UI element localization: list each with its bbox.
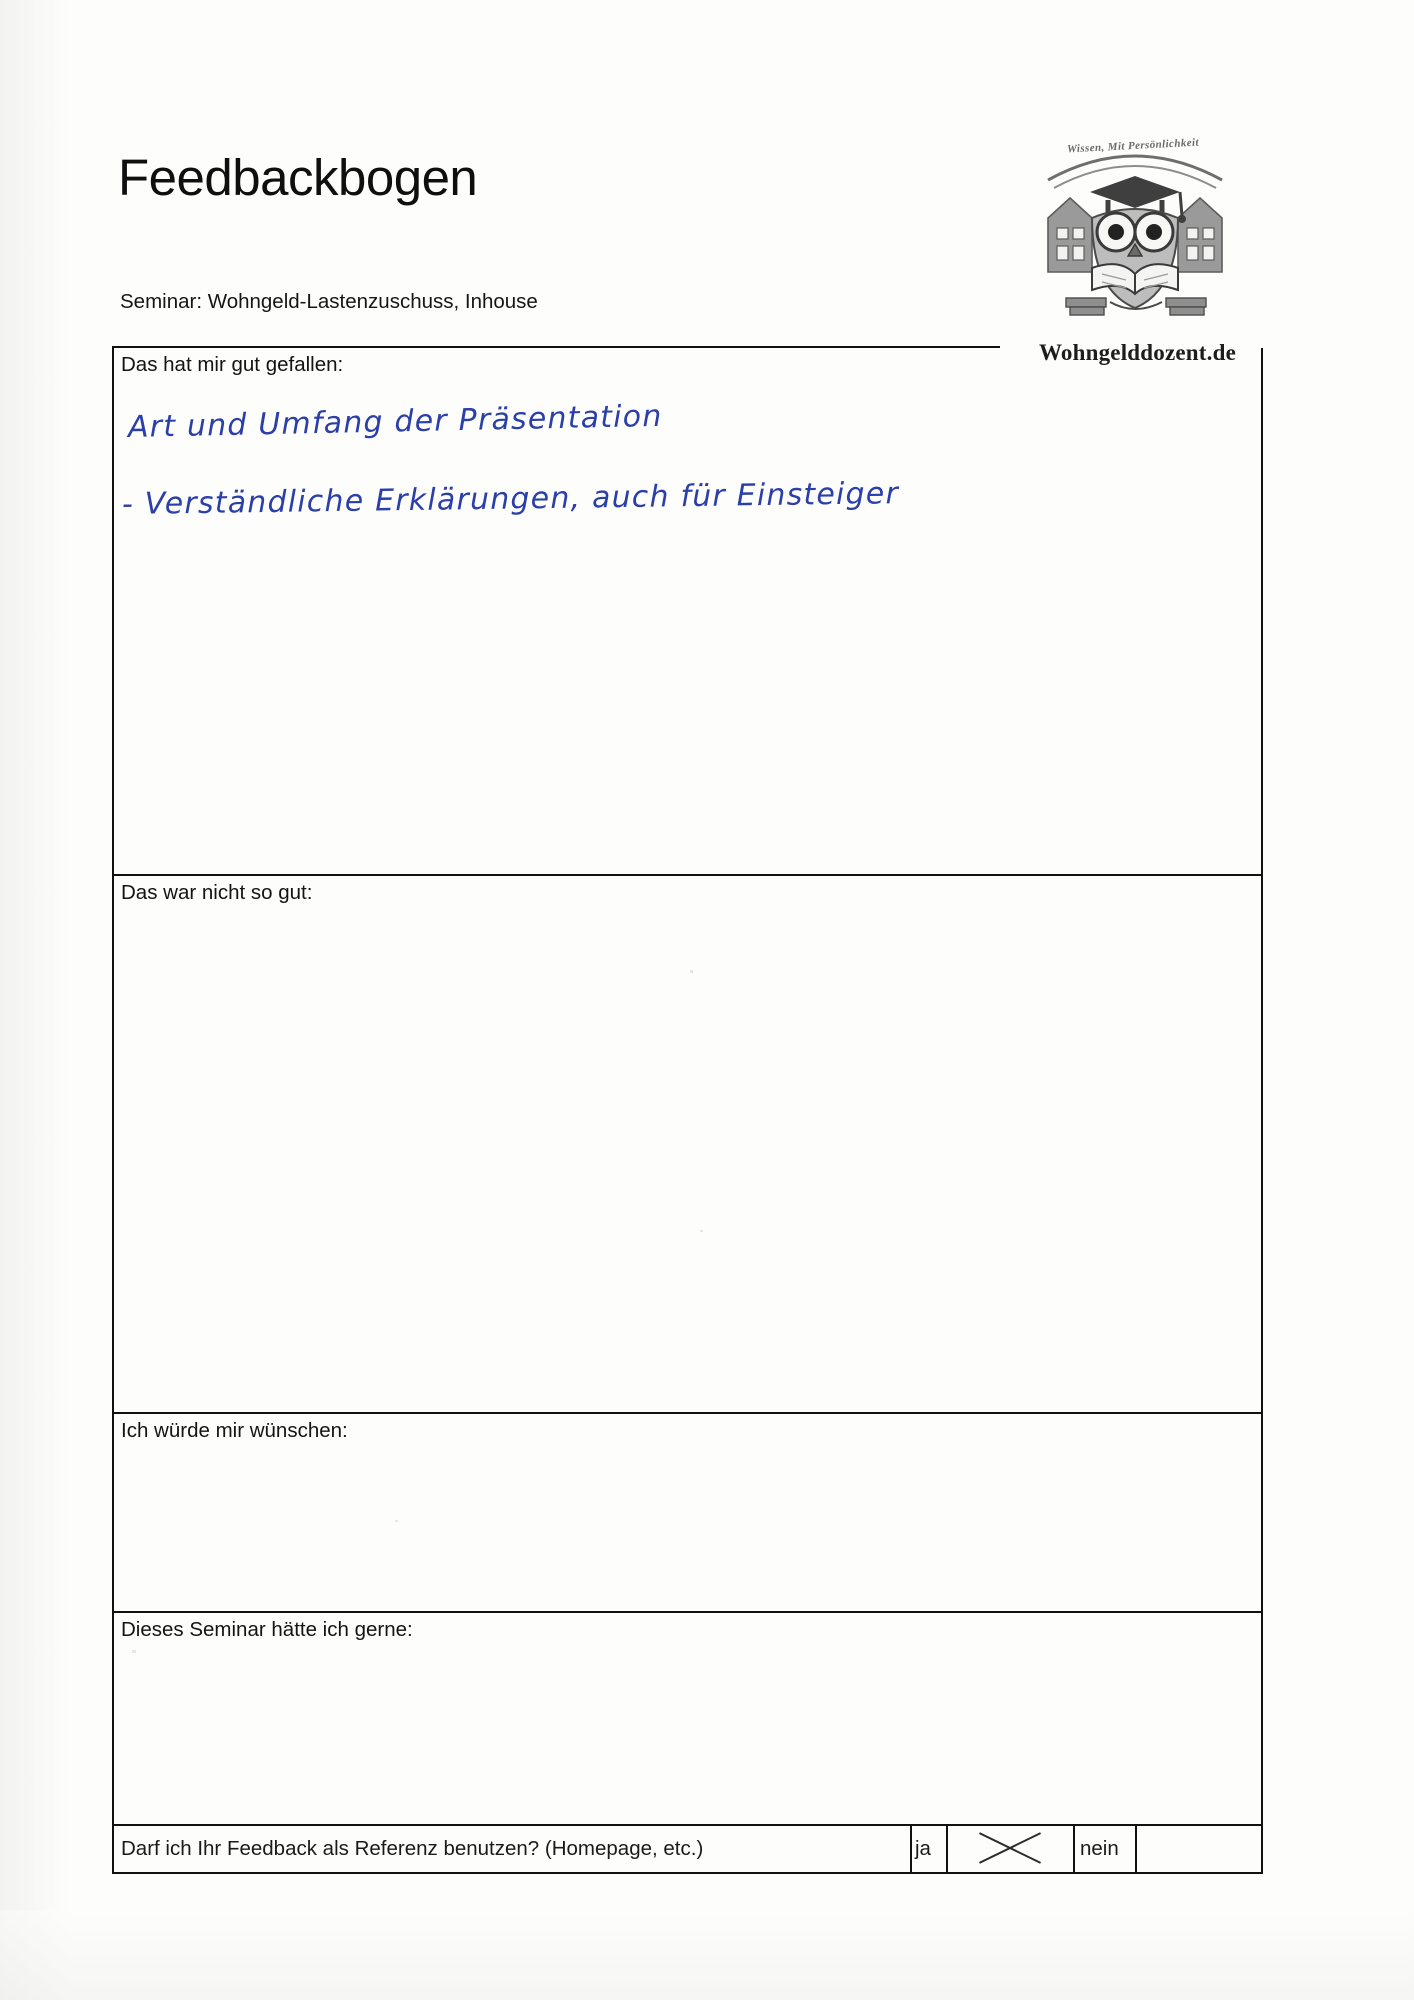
consent-yes-label: ja <box>912 1826 948 1872</box>
form-section-consent <box>114 1826 1261 1872</box>
consent-no-checkbox[interactable] <box>1137 1826 1261 1872</box>
form-section-wishes[interactable] <box>114 1414 1261 1613</box>
seminar-subtitle: Seminar: Wohngeld-Lastenzuschuss, Inhouse <box>120 290 538 313</box>
form-section-disliked[interactable] <box>114 876 1261 1414</box>
page-title: Feedbackbogen <box>118 149 478 206</box>
consent-yes-checkbox[interactable] <box>948 1826 1075 1872</box>
form-section-label: Das war nicht so gut: <box>121 881 313 904</box>
x-mark-icon <box>976 1832 1038 1864</box>
handwritten-answer-line: Art und Umfang der Präsentation <box>127 398 663 445</box>
owl-logo-icon <box>1030 140 1240 340</box>
form-section-label: Ich würde mir wünschen: <box>121 1419 348 1442</box>
scan-edge-shading-left <box>0 0 70 2000</box>
form-section-seminar-preference[interactable] <box>114 1613 1261 1826</box>
scan-edge-shading-bottom <box>0 1910 1414 2000</box>
logo-brand-text: Wohngelddozent.de <box>1038 340 1236 365</box>
feedback-form <box>112 348 1263 1874</box>
consent-question: Darf ich Ihr Feedback als Referenz benutzen? (Homepage, etc.) <box>114 1826 912 1872</box>
form-section-label: Dieses Seminar hätte ich gerne: <box>121 1618 413 1641</box>
consent-no-label: nein <box>1075 1826 1137 1872</box>
logo <box>1030 136 1240 365</box>
handwritten-answer-line: - Verständliche Erklärungen, auch für Einsteiger <box>121 476 900 522</box>
logo-badge-text: Wissen, Mit Persönlichkeit <box>1066 136 1200 156</box>
form-section-label: Das hat mir gut gefallen: <box>121 353 344 376</box>
